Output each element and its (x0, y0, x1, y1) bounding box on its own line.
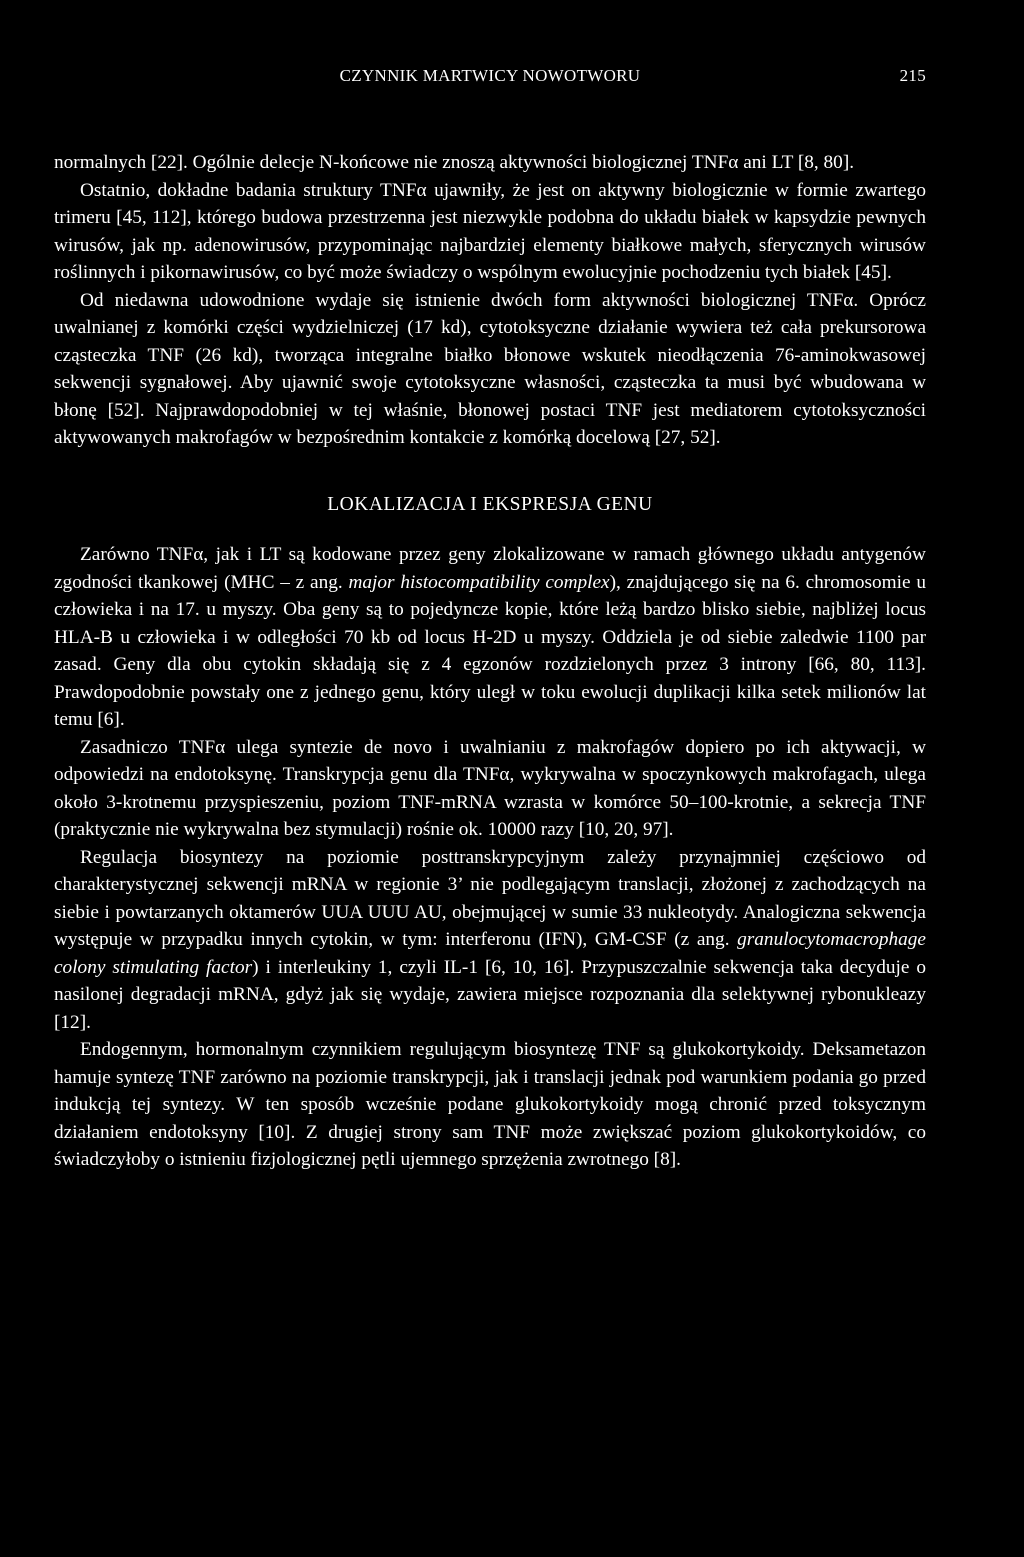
paragraph-glucocorticoids: Endogennym, hormonalnym czynnikiem regulującym biosyntezę TNF są glukokortykoidy. Deksametazon hamuje syntezę TNF zarówno na poziomie transkrypcji, jak i translacji jednak pod warunkiem podania go przed indukcją tej syntezy. W ten sposób wcześnie podane glukokortykoidy mogą chronić przed toksycznym działaniem endotoksyny [10]. Z drugiej strony sam TNF może zwiększać poziom glukokortykoidów, co świadczyłoby o istnieniu fizjologicznej pętli ujemnego sprzężenia zwrotnego [8]. (54, 1039, 926, 1170)
text-run: Zarówno TNFα, jak i LT są kodowane przez geny zlokalizowane w ramach głównego układu antygenów zgodności tkankowej (MHC – z ang. (54, 544, 926, 593)
running-header (54, 66, 926, 94)
italic-term: major histocompatibility complex (348, 571, 610, 593)
italic-term: granulocytomacrophage colony stimulating factor (54, 929, 926, 978)
text-run: ) i interleukiny 1, czyli IL-1 [6, 10, 16]. Przypuszczalnie sekwencja taka decyduje o nasilonej degradacji mRNA, gdyż jak się wydaje, zawiera miejsce rozpoznania dla selektywnej rybonukleazy [12]. (54, 956, 926, 1033)
paragraph-gene-location (54, 541, 926, 734)
paragraph-activity-forms: Od niedawna udowodnione wydaje się istnienie dwóch form aktywności biologicznej TNFα. Oprócz uwalnianej z komórki części wydzielniczej (17 kd), cytotoksyczne działanie wywiera też cała prekursorowa cząsteczka TNF (26 kd), tworząca integralne białko błonowe wskutek nieodłączenia 76-aminokwasowej sekwencji sygnałowej. Aby ujawnić swoje cytotoksyczne własności, cząsteczka ta musi być wbudowana w błonę [52]. Najprawdopodobniej w tej właśnie, błonowej postaci TNF jest mediatorem cytotoksyczności aktywowanych makrofagów w bezpośrednim kontakcie z komórką docelową [27, 52]. (54, 289, 926, 448)
paragraph-structure: Ostatnio, dokładne badania struktury TNFα ujawniły, że jest on aktywny biologicznie w formie zwartego trimeru [45, 112], którego budowa przestrzenna jest niezwykle podobna do układu białek w kapsydzie pewnych wirusów, jak np. adenowirusów, przypominając najbardziej elementy białkowe małych, sferycznych wirusów roślinnych i pikornawirusów, co być może świadczy o wspólnym ewolucyjnie pochodzeniu tych białek [45]. (54, 179, 926, 283)
section-heading: LOKALIZACJA I EKSPRESJA GENU (327, 493, 653, 515)
paragraph-continuation: normalnych [22]. Ogólnie delecje N-końcowe nie znoszą aktywności biologicznej TNFα ani LT [8, 80]. (54, 152, 855, 173)
text-run: ), znajdującego się na 6. chromosomie u człowieka i na 17. u myszy. Oba geny są to pojedyncze kopie, które leżą bardzo blisko siebie, najbliżej locus HLA-B u człowieka i w odległości 70 kb od locus H-2D u myszy. Oddziela je od siebie zaledwie 1100 par zasad. Geny dla obu cytokin składają się z 4 egzonów rozdzielonych przez 3 introny [66, 80, 113]. Prawdopodobnie powstały one z jednego genu, który uległ w toku ewolucji duplikacji kilka setek milionów lat temu [6]. (54, 571, 926, 730)
paragraph-regulation (54, 844, 926, 1037)
page-number: 215 (899, 66, 926, 85)
paragraph-synthesis: Zasadniczo TNFα ulega syntezie de novo i uwalnianiu z makrofagów dopiero po ich aktywacji, w odpowiedzi na endotoksynę. Transkrypcja genu dla TNFα, wykrywalna w spoczynkowych makrofagach, ulega około 3-krotnemu przyspieszeniu, poziom TNF-mRNA wzrasta w komórce 50–100-krotnie, a sekrecja TNF (praktycznie nie wykrywalna bez stymulacji) rośnie ok. 10000 razy [10, 20, 97]. (54, 736, 926, 840)
text-run: Regulacja biosyntezy na poziomie posttranskrypcyjnym zależy przynajmniej częściowo od charakterystycznej sekwencji mRNA w regionie 3’ nie podlegającym translacji, złożonej z zachodzących na siebie i powtarzanych oktamerów UUA UUU AU, obejmującej w sumie 33 nukleotydy. Analogiczna sekwencja występuje w przypadku innych cytokin, w tym: interferonu (IFN), GM-CSF (z ang. (54, 846, 926, 950)
running-title: CZYNNIK MARTWICY NOWOTWORU (339, 66, 641, 85)
body-text (54, 149, 926, 1174)
document-page (54, 66, 926, 1174)
